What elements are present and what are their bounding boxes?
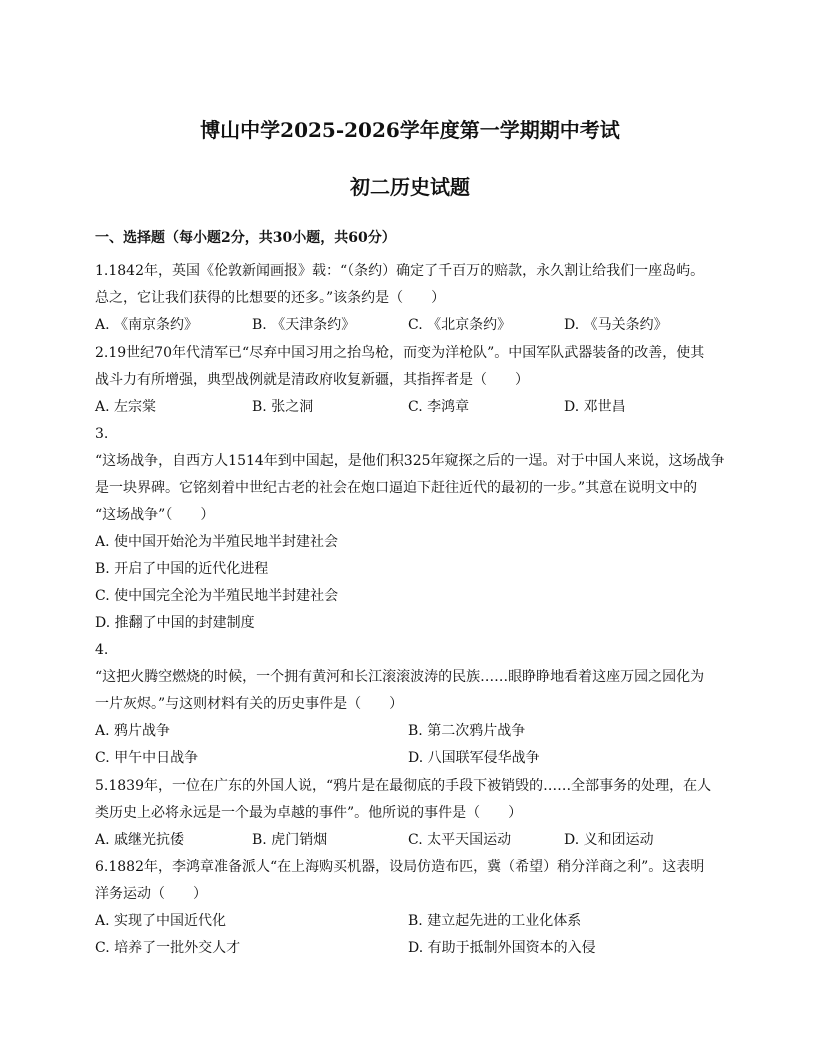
option-a: A. 鸦片战争 — [95, 723, 171, 739]
question-6-line-2: 洋务运动（ ） — [95, 886, 207, 902]
question-3-option-d: D. 推翻了中国的封建制度 — [95, 615, 255, 631]
option-a: A. 左宗棠 — [95, 399, 157, 415]
option-a: A. 《南京条约》 — [95, 317, 199, 333]
option-b: B. 《天津条约》 — [252, 317, 356, 333]
question-3-line-3: “这场战争”（ ） — [95, 507, 215, 523]
option-c: C. 李鸿章 — [408, 399, 470, 415]
option-d: D. 邓世昌 — [564, 399, 626, 415]
exam-title: 博山中学2025-2026学年度第一学期期中考试 — [200, 118, 620, 142]
question-2-line-2: 战斗力有所增强，典型战例就是清政府收复新疆，其指挥者是（ ） — [95, 372, 529, 388]
question-6-options-row-1 — [95, 911, 725, 931]
section-heading: 一、选择题（每小题2分，共30小题，共60分） — [95, 230, 396, 246]
option-d: D. 八国联军侵华战争 — [408, 750, 540, 766]
question-6-options-row-2 — [95, 938, 725, 958]
question-4-number: 4. — [95, 642, 109, 658]
option-c: C. 《北京条约》 — [408, 317, 512, 333]
option-b: B. 第二次鸦片战争 — [408, 723, 526, 739]
question-5-options — [95, 830, 725, 850]
exam-subtitle: 初二历史试题 — [350, 175, 470, 199]
question-4-line-1: “这把火腾空燃烧的时候，一个拥有黄河和长江滚滚波涛的民族……眼睁睁地看着这座万园之园化为 — [95, 669, 705, 685]
option-b: B. 虎门销烟 — [252, 832, 328, 848]
option-a: A. 实现了中国近代化 — [95, 913, 227, 929]
question-3-option-b: B. 开启了中国的近代化进程 — [95, 561, 269, 577]
question-1-options — [95, 315, 725, 335]
option-b: B. 张之洞 — [252, 399, 314, 415]
option-c: C. 培养了一批外交人才 — [95, 940, 241, 956]
question-1-line-2: 总之，它让我们获得的比想要的还多。”该条约是（ ） — [95, 290, 446, 306]
option-d: D. 义和团运动 — [564, 832, 654, 848]
option-d: D. 有助于抵制外国资本的入侵 — [408, 940, 596, 956]
question-1-line-1: 1.1842年，英国《伦敦新闻画报》载：“（条约）确定了千百万的赔款，永久割让给我们一座岛屿。 — [95, 263, 705, 279]
question-3-line-2: 是一块界碑。它铭刻着中世纪古老的社会在炮口逼迫下赶往近代的最初的一步。”其意在说明文中的 — [95, 480, 698, 496]
question-3-option-a: A. 使中国开始沦为半殖民地半封建社会 — [95, 534, 339, 550]
question-5-line-1: 5.1839年，一位在广东的外国人说，“鸦片是在最彻底的手段下被销毁的……全部事务的处理，在人 — [95, 778, 712, 794]
option-d: D. 《马关条约》 — [564, 317, 668, 333]
question-2-options — [95, 397, 725, 417]
option-a: A. 戚继光抗倭 — [95, 832, 185, 848]
question-3-option-c: C. 使中国完全沦为半殖民地半封建社会 — [95, 588, 339, 604]
question-4-options-row-2 — [95, 748, 725, 768]
question-3-line-1: “这场战争，自西方人1514年到中国起，是他们积325年窥探之后的一逞。对于中国人来说，这场战争 — [95, 453, 725, 469]
question-4-options-row-1 — [95, 721, 725, 741]
option-b: B. 建立起先进的工业化体系 — [408, 913, 582, 929]
option-c: C. 甲午中日战争 — [95, 750, 199, 766]
question-6-line-1: 6.1882年，李鸿章准备派人“在上海购买机器，设局仿造布匹，冀（希望）稍分洋商之利”。这表明 — [95, 859, 705, 875]
question-4-line-2: 一片灰烬。”与这则材料有关的历史事件是（ ） — [95, 696, 404, 712]
option-c: C. 太平天国运动 — [408, 832, 512, 848]
question-3-number: 3. — [95, 426, 109, 442]
question-5-line-2: 类历史上必将永远是一个最为卓越的事件”。他所说的事件是（ ） — [95, 805, 523, 821]
question-2-line-1: 2.19世纪70年代清军已“尽弃中国习用之抬鸟枪，而变为洋枪队”。中国军队武器装备的改善，使其 — [95, 345, 705, 361]
